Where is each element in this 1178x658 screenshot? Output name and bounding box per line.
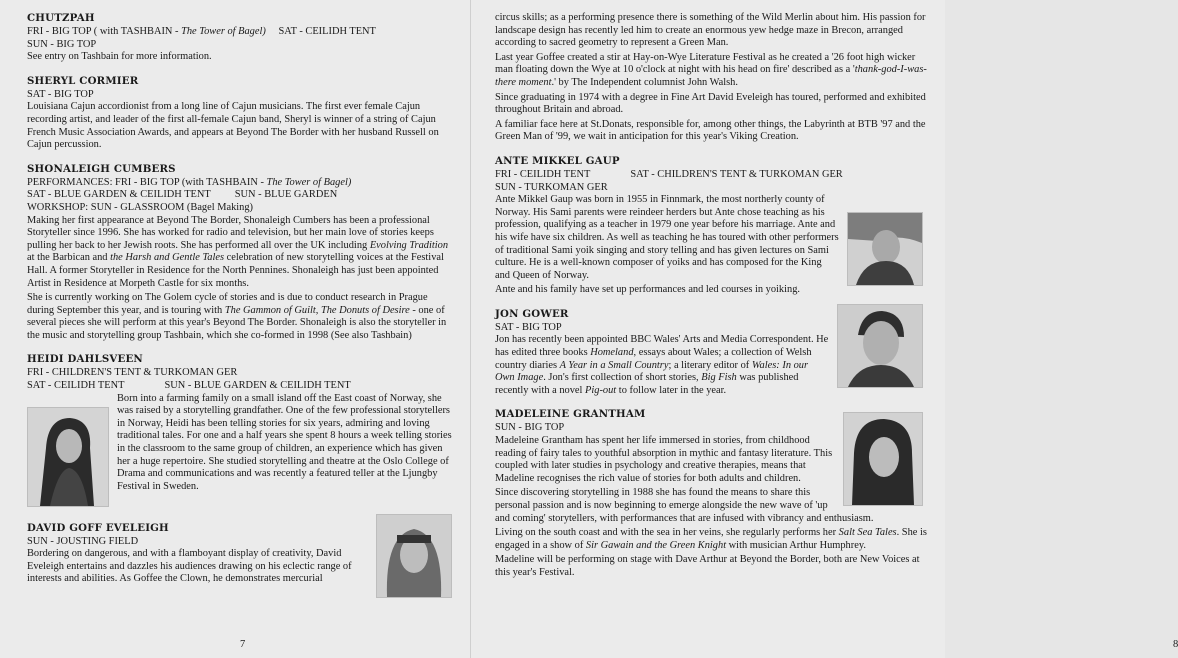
bio-text: She is currently working on The Golem cycle of stories and is due to conduct research in Prague during September this year, and is touring with (27, 292, 428, 316)
schedule-line: SUN - JOUSTING FIELD (27, 535, 139, 547)
bio-title: Sir Gawain and the Green Knight (585, 539, 727, 551)
bio-text: celebration of new storytelling voices at the Festival Hall. A former Storyteller in Residence for the North Pennines. Shonaleigh has just been appointed Artist in Residence at Morpeth Castle for six months. (27, 252, 444, 289)
schedule-line: SAT - BIG TOP (495, 321, 562, 333)
schedule-text: SAT - CEILIDH TENT (27, 380, 125, 392)
schedule-line (27, 26, 456, 39)
performer-name: CHUTZPAH (27, 12, 95, 24)
schedule-line (27, 380, 456, 393)
madeleine-photo (843, 412, 923, 506)
schedule-title: The Tower of Bagel) (181, 26, 266, 37)
performer-name: SHONALEIGH CUMBERS (27, 162, 176, 175)
performer-bio (27, 215, 456, 291)
schedule-text: SUN - BLUE GARDEN (234, 189, 338, 201)
page-left (0, 0, 470, 658)
schedule-text: SUN - BLUE GARDEN & CEILIDH TENT (164, 380, 351, 392)
portrait-man-icon (848, 213, 922, 285)
schedule-text: SAT - CEILIDH TENT (278, 26, 376, 37)
entry-heidi-dahlsveen (27, 353, 456, 510)
page-right (470, 0, 1178, 658)
entry-chutzpah (27, 12, 456, 64)
performer-bio: Ante and his family have set up performances and led courses in yoiking. (495, 284, 800, 296)
portrait-man-icon (838, 305, 922, 387)
performer-bio (27, 292, 456, 342)
bio-text: Jon has recently been appointed BBC Wales' Arts and Media Correspondent. He has edited three books (495, 334, 829, 359)
performer-name: ANTE MIKKEL GAUP (495, 154, 620, 167)
bio-title: Pig-out (585, 384, 617, 396)
performer-name: HEIDI DAHLSVEEN (27, 353, 143, 366)
bio-quote: thank-god-I-was-there moment (495, 64, 927, 88)
bio-text: . Jon's first collection of short stories, (543, 372, 702, 384)
schedule-text: FRI - BIG TOP ( with TASHBAIN - (27, 26, 182, 37)
bio-title: Wales: In our Own Image (495, 359, 809, 384)
performer-bio: Ante Mikkel Gaup was born in 1955 in Finnmark, the most northerly county of Norway. His Sami parents were reindeer herders but Ante chose teaching as his profession, qualifying as a teacher in 1979 one year before his marriage. Ante and his wife have six children. As well as teaching he has toured with other performers of traditional Sami yoik singing and story telling and has given lectures on Sami culture. He is a well-known composer of yoiks and has composed for the King and Queen of Norway. (495, 194, 839, 281)
bio-text: Living on the south coast and with the sea in her veins, she regularly performs her (495, 527, 839, 539)
page-number: 7 (240, 639, 246, 650)
performer-bio: A familiar face here at St.Donats, responsible for, among other things, the Labyrinth at BTB '97 and the Green Man of '99, we wait in anticipation for this year's Viking Creation. (495, 118, 926, 143)
schedule-line (495, 169, 927, 182)
bio-title: Big Fish (701, 372, 737, 384)
performer-name: MADELEINE GRANTHAM (495, 408, 646, 421)
schedule-line: SUN - TURKOMAN GER (495, 181, 608, 193)
performer-bio: Born into a farming family on a small island off the East coast of Norway, she was raised by a storytelling grandfather. One of the few professional storytellers in Norway, Heidi has been telling stories for six years, admiring and loving traditional tales. For one and a half years she spent 8 hours a week telling stories in the classroom to the same group of children, an experience which has given her a huge repertoire. She studied storytelling and theatre at the Oslo College of Drama and communications and was recently a featured teller at the Ljungby Festival in Sweden. (117, 392, 452, 492)
bio-text: . She is engaged in a show of (495, 527, 927, 551)
performer-bio: Louisiana Cajun accordionist from a long line of Cajun musicians. The first ever female Cajun recording artist, and leader of the first all-female Cajun band, Sheryl is winner of a string of Cajun French Music Association Awards, and appears at Beyond The Border with her husband Russell on Cajun percussion. (27, 101, 439, 151)
portrait-woman-icon (28, 408, 108, 506)
entry-ante-mikkel-gaup (495, 155, 927, 297)
heidi-photo (27, 407, 109, 507)
bio-text: ; a literary editor of (668, 359, 752, 371)
schedule-line: SUN - BIG TOP (495, 422, 565, 434)
performer-bio: Madeleine Grantham has spent her life immersed in stories, from childhood reading of fairy tales to youthful absorption in mythic and fantasy literature. This coupled with later studies in psychology and creative therapies, means that Madeline recognises the rich value of stories for both adults and children. (495, 435, 833, 484)
performer-bio: Since discovering storytelling in 1988 she has found the means to share this personal passion and is now beginning to emerge alongside the new wave of 'up and coming' storytellers, with performances that are infused with vibrancy and enthusiasm. (495, 487, 874, 524)
entry-shonaleigh-cumbers (27, 163, 456, 343)
schedule-line: FRI - CHILDREN'S TENT & TURKOMAN GER (27, 367, 238, 379)
entry-madeleine-grantham (495, 408, 927, 579)
performer-bio: Bordering on dangerous, and with a flamboyant display of creativity, David Eveleigh entertains and dazzles his audiences drawing on his eclectic range of interests and abilities. As Goffee the Clown, he demonstrates mercurial (27, 548, 352, 585)
performer-name: JON GOWER (495, 307, 569, 320)
bio-text: , essays about Wales; a collection of Welsh country diaries (495, 347, 812, 371)
ante-photo (847, 212, 923, 286)
entry-sheryl-cormier (27, 75, 456, 152)
bio-text: Last year Goffee created a stir at Hay-on-Wye Literature Festival as he created a '26 foot high wicker man floating down the Wye at 10 o'clock at night with his head on fire' described as a ' (495, 51, 916, 76)
bio-title: A Year in a Small Country (559, 359, 669, 371)
bio-text: with musician Arthur Humphrey. (726, 539, 866, 551)
schedule-text: FRI - CEILIDH TENT (495, 168, 591, 180)
bio-text: at the Barbican and (27, 252, 111, 264)
performer-bio (495, 527, 927, 552)
bio-text: Making her first appearance at Beyond The Border, Shonaleigh Cumbers has been a professional Storyteller since 1996. She has worked for radio and television, but her main love of stories keeps pulling her back to her Jewish roots. She has performed all over the UK including (27, 214, 434, 251)
schedule-line (27, 189, 456, 202)
schedule-line (27, 177, 456, 190)
bio-title: the Harsh and Gentle Tales (110, 252, 225, 264)
schedule-text: PERFORMANCES: FRI - BIG TOP (with TASHBAIN - (27, 176, 267, 188)
jon-photo (837, 304, 923, 388)
performer-bio: circus skills; as a performing presence there is something of the Wild Merlin about him. His passion for landscape design has recently led him to create an enormous yew hedge maze in Brecon, arranged according to sacred geometry to represent a Green Man. (495, 12, 926, 49)
portrait-man-icon (377, 515, 451, 597)
david-photo (376, 514, 452, 598)
bio-title: The Gammon of Guilt, The Donuts of Desire (224, 304, 410, 316)
portrait-woman-icon (844, 413, 922, 505)
bio-text: - one of several pieces she will perform at this year's Beyond The Border. Shonaleigh is also the storyteller in the music and storytelling group Tashbain, which she co-formed in 1998 (See also Tashbain) (27, 304, 447, 341)
schedule-line: WORKSHOP: SUN - GLASSROOM (Bagel Making) (27, 201, 254, 213)
bio-text: was published recently with a novel (495, 372, 799, 396)
schedule-title: The Tower of Bagel) (266, 176, 352, 188)
performer-bio: See entry on Tashbain for more information. (27, 51, 212, 63)
performer-bio (495, 52, 927, 90)
bio-text: to follow later in the year. (616, 384, 727, 396)
schedule-line: SAT - BIG TOP (27, 88, 94, 100)
page-number: 8 (1173, 639, 1178, 650)
bio-title: Salt Sea Tales (838, 527, 897, 539)
performer-bio: Since graduating in 1974 with a degree in Fine Art David Eveleigh has toured, performed and exhibited throughout Britain and abroad. (495, 91, 926, 116)
schedule-text: SAT - BLUE GARDEN & CEILIDH TENT (27, 189, 211, 201)
schedule-text: SAT - CHILDREN'S TENT & TURKOMAN GER (630, 168, 843, 180)
entry-david-continued (495, 12, 927, 144)
schedule-line: SUN - BIG TOP (27, 38, 97, 50)
performer-name: DAVID GOFF EVELEIGH (27, 521, 169, 534)
entry-jon-gower (495, 308, 927, 398)
bio-title: Homeland (590, 347, 634, 359)
performer-name: SHERYL CORMIER (27, 74, 139, 87)
performer-bio: Madeline will be performing on stage with Dave Arthur at Beyond the Border, both are New Voices at this year's Festival. (495, 554, 920, 578)
entry-david-goff-eveleigh (27, 522, 456, 586)
bio-text: .' by The Independent columnist John Walsh. (551, 76, 738, 88)
bio-title: Evolving Tradition (369, 239, 449, 251)
